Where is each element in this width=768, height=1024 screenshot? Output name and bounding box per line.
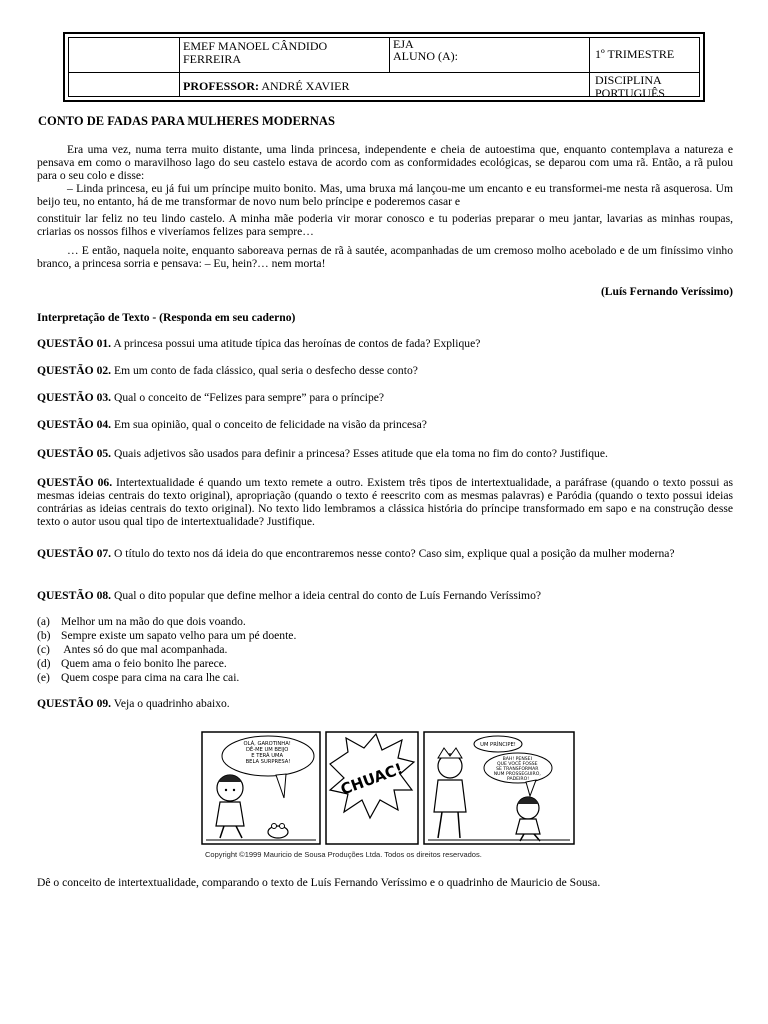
question-04: QUESTÃO 04. Em sua opinião, qual o conceito de felicidade na visão da princesa? — [37, 418, 427, 431]
comic-sound-effect: CHUAC! — [338, 759, 406, 799]
comic-copyright: Copyright ©1999 Mauricio de Sousa Produções Ltda. Todos os direitos reservados. — [205, 850, 482, 859]
question-07: QUESTÃO 07. O título do texto nos dá ideia do que encontraremos nesse conto? Caso sim, explique qual a posição da mulher moderna? — [37, 547, 675, 560]
student-label: ALUNO (A): — [393, 49, 458, 63]
teacher-line — [180, 78, 589, 95]
story-paragraph-2: – Linda princesa, eu já fui um príncipe muito bonito. Mas, uma bruxa má lançou-me um encanto e eu transformei-me nesta rã asquerosa. Um beijo teu, no entanto, há de me transformar de novo num belo príncipe e poderemos casar e — [37, 182, 733, 208]
comic-balloon-prince: UM PRÍNCIPE! — [480, 742, 516, 748]
question-02: QUESTÃO 02. Em um conto de fada clássico, qual seria o desfecho desse conto? — [37, 364, 418, 377]
teacher-name: ANDRÉ XAVIER — [259, 79, 350, 93]
question-03: QUESTÃO 03. Qual o conceito de “Felizes para sempre” para o príncipe? — [37, 391, 385, 404]
teacher-label: PROFESSOR: — [183, 79, 260, 93]
discipline-label: DISCIPLINA PORTUGUÊS — [595, 73, 665, 100]
comic-strip — [198, 728, 578, 858]
option-b: (b) Sempre existe um sapato velho para um pé doente. — [37, 629, 297, 642]
svg-text:BAH! PENSEI QUE VOCÊ F: BAH! PENSEI QUE VOCÊ FOSSE SE TRANSFORMAR NUM PROSSEGUIRO, PADEIRO! — [493, 757, 541, 782]
question-05: QUESTÃO 05. Quais adjetivos são usados para definir a princesa? Esses atitude que ela toma no fim do conto? Justifique. — [37, 447, 608, 460]
question-06: QUESTÃO 06. Intertextualidade é quando um texto remete a outro. Existem três tipos de intertextualidade, a paráfrase (quando o texto possui as mesmas ideias centrais do texto original), apropriação (quando o texto é reescrito com as mesmas palavras) e Paródia (quando o texto possui ideias contrárias as ideias centrais do texto original). No texto lido lembramos a clássica história do príncipe transformado em sapo e na construção desse texto o autor usou qual tipo de intertextualidade? Justifique. — [37, 476, 733, 528]
header-table — [63, 32, 705, 102]
option-d: (d) Quem ama o feio bonito lhe parece. — [37, 657, 227, 670]
trimester-label: 1º TRIMESTRE — [595, 47, 675, 61]
option-c: (c) Antes só do que mal acompanhada. — [37, 643, 228, 656]
final-instruction: Dê o conceito de intertextualidade, comparando o texto de Luís Fernando Veríssimo e o quadrinho de Mauricio de Sousa. — [37, 876, 601, 889]
story-title: CONTO DE FADAS PARA MULHERES MODERNAS — [38, 114, 335, 128]
story-paragraph-4: … E então, naquela noite, enquanto saboreava pernas de rã à sautée, acompanhadas de um cremoso molho acebolado e de um finíssimo vinho branco, a princesa sorria e pensava: – Eu, hein?… nem morta! — [37, 244, 733, 270]
question-01: QUESTÃO 01. A princesa possui uma atitude típica das heroínas de contos de fada? Explique? — [37, 337, 481, 350]
story-author: (Luís Fernando Veríssimo) — [600, 285, 733, 298]
svg-text:OLÁ, GAROTINHA! DÊ-ME: OLÁ, GAROTINHA! DÊ-ME UM BEIJO E TERÁ UMA BELA SURPRESA! — [243, 741, 291, 765]
question-09: QUESTÃO 09. Veja o quadrinho abaixo. — [37, 697, 230, 710]
comic-panel-2 — [326, 732, 418, 844]
option-a: (a) Melhor um na mão do que dois voando. — [37, 615, 246, 628]
comic-panel-1 — [202, 732, 320, 844]
option-e: (e) Quem cospe para cima na cara lhe cai. — [37, 671, 240, 684]
comic-panel-3 — [424, 732, 574, 844]
school-name: EMEF MANOEL CÂNDIDO FERREIRA — [183, 39, 328, 66]
story-paragraph-3: constituir lar feliz no teu lindo castelo. A minha mãe poderia vir morar conosco e tu poderias preparar o meu jantar, lavarias as minhas roupas, criarias os nossos filhos e viveríamos felizes para sempre… — [37, 212, 733, 238]
eja-label: EJA — [393, 37, 414, 51]
question-08: QUESTÃO 08. Qual o dito popular que define melhor a ideia central do conto de Luís Fernando Veríssimo? — [37, 589, 542, 602]
section-title: Interpretação de Texto - (Responda em seu caderno) — [37, 311, 296, 324]
story-paragraph-1: Era uma vez, numa terra muito distante, uma linda princesa, independente e cheia de autoestima que, enquanto contemplava a natureza e pensava em como o maravilhoso lago do seu castelo estava de acordo com as conformidades ecológicas, se deparou com uma rã. Então, a rã pulou para o seu colo e disse: — [37, 143, 733, 182]
